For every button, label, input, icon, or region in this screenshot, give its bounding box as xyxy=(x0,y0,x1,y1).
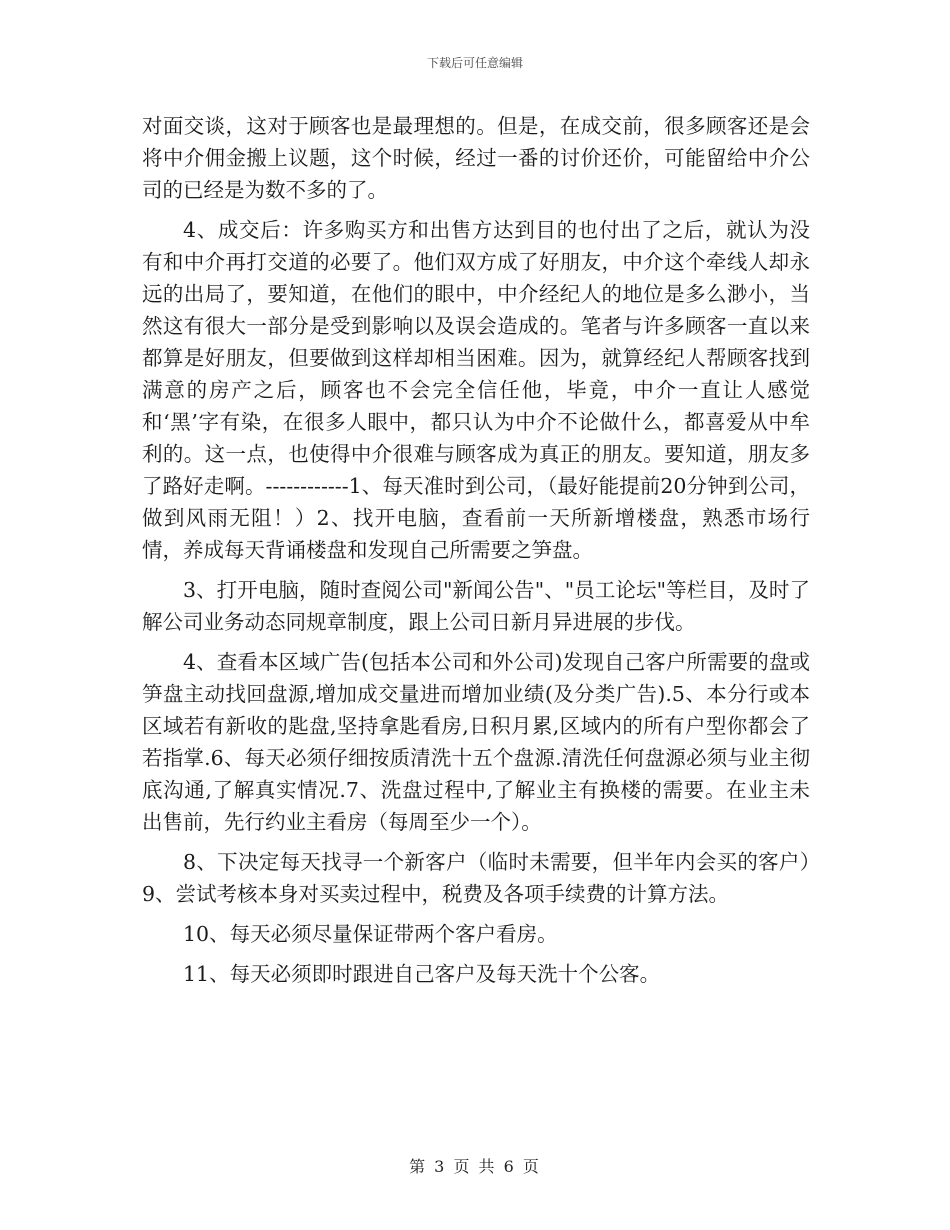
paragraph-item-4: 4、查看本区域广告(包括本公司和外公司)发现自己客户所需要的盘或笋盘主动找回盘源,增加成交量进而增加业绩(及分类广告).5、本分行或本区域若有新收的匙盘,坚持拿匙看房,日积月累,区域内的所有户型你都会了若指掌.6、每天必须仔细按质清洗十五个盘源.清洗任何盘源必须与业主彻底沟通,了解真实情况.7、洗盘过程中,了解业主有换楼的需要。在业主未出售前，先行约业主看房（每周至少一个）。 xyxy=(142,650,810,834)
document-body xyxy=(142,110,810,998)
paragraph-item-11: 11、每天必须即时跟进自己客户及每天洗十个公客。 xyxy=(183,962,661,986)
page-number-footer: 第 3 页 共 6 页 xyxy=(409,1157,541,1176)
page-header: 下载后可任意编辑 xyxy=(426,56,523,70)
paragraph-item-3: 3、打开电脑，随时查阅公司"新闻公告"、"员工论坛"等栏目，及时了解公司业务动态同规章制度，跟上公司日新月异进展的步伐。 xyxy=(142,578,810,634)
paragraph-continued: 对面交谈，这对于顾客也是最理想的。但是，在成交前，很多顾客还是会将中介佣金搬上议题，这个时候，经过一番的讨价还价，可能留给中介公司的已经是为数不多的了。 xyxy=(142,114,810,202)
paragraph-after-deal: 4、成交后：许多购买方和出售方达到目的也付出了之后，就认为没有和中介再打交道的必要了。他们双方成了好朋友，中介这个牵线人却永远的出局了，要知道，在他们的眼中，中介经纪人的地位是多么渺小，当然这有很大一部分是受到影响以及误会造成的。笔者与许多顾客一直以来都算是好朋友，但要做到这样却相当困难。因为，就算经纪人帮顾客找到满意的房产之后，顾客也不会完全信任他，毕竟，中介一直让人感觉和‘黑’字有染，在很多人眼中，都只认为中介不论做什么，都喜爱从中牟利的。这一点，也使得中介很难与顾客成为真正的朋友。要知道，朋友多了路好走啊。------------1、每天准时到公司，（最好能提前20分钟到公司，做到风雨无阻！）2、找开电脑，查看前一天所新增楼盘，熟悉市场行情，养成每天背诵楼盘和发现自己所需要之笋盘。 xyxy=(142,218,810,562)
paragraph-item-10: 10、每天必须尽量保证带两个客户看房。 xyxy=(183,922,558,946)
paragraph-item-8: 8、下决定每天找寻一个新客户（临时未需要，但半年内会买的客户）9、尝试考核本身对买卖过程中，税费及各项手续费的计算方法。 xyxy=(142,850,810,906)
